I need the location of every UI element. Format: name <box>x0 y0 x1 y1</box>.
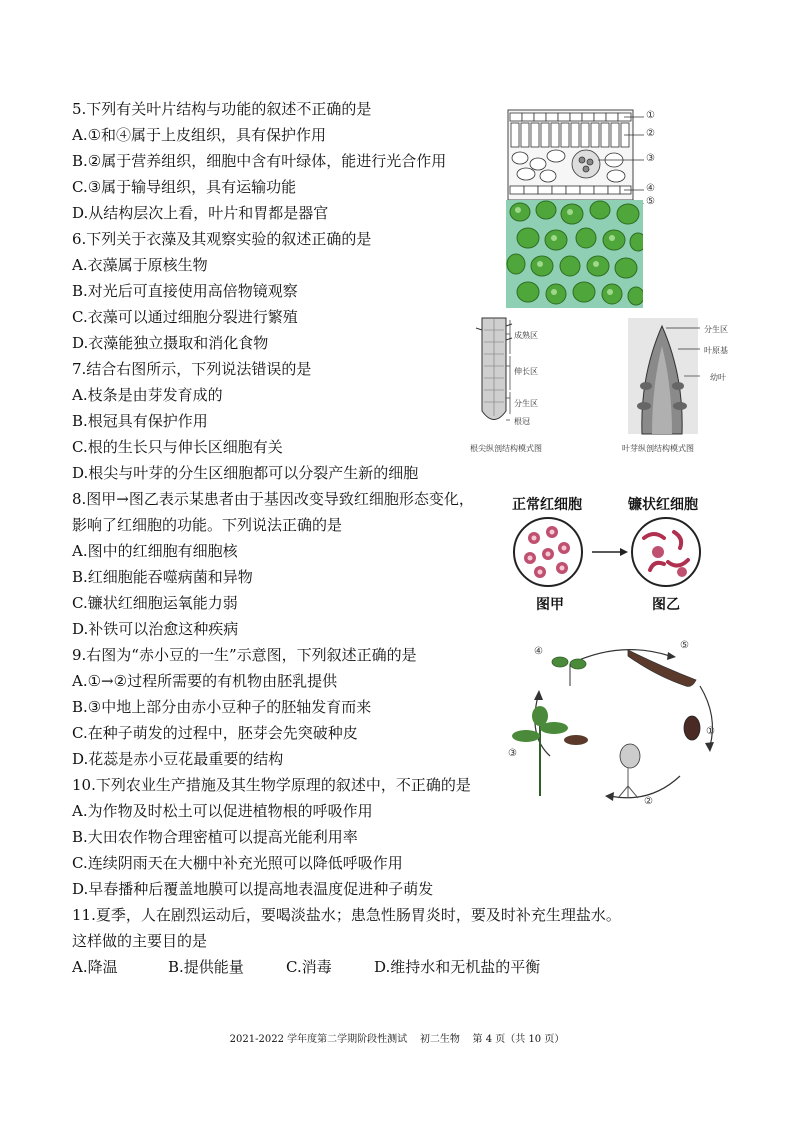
leaf-marker-3: ③ <box>646 153 655 164</box>
root-tip-figure <box>470 316 582 456</box>
bean-marker-5: ⑤ <box>680 640 689 651</box>
q8-option-c: C.镰状红细胞运氧能力弱 <box>72 594 238 612</box>
q10-option-a: A.为作物及时松土可以促进植物根的呼吸作用 <box>72 802 373 820</box>
q7-stem: 7.结合右图所示，下列说法错误的是 <box>72 360 312 378</box>
q11-option-d: D.维持水和无机盐的平衡 <box>374 958 541 976</box>
q11-stem-line1: 11.夏季，人在剧烈运动后，要喝淡盐水；患急性肠胃炎时，要及时补充生理盐水。 <box>72 906 621 924</box>
bean-cycle-drawing <box>500 636 730 812</box>
rbc-caption-a: 图甲 <box>536 597 564 613</box>
rbc-caption-b: 图乙 <box>652 597 680 613</box>
bean-cycle-figure <box>500 636 730 812</box>
root-label-cap: 根冠 <box>514 417 530 426</box>
leaf-marker-4: ④ <box>646 183 655 194</box>
leaf-section-figure <box>506 108 658 207</box>
chlamydomonas-image <box>506 200 643 308</box>
root-label-maturation: 成熟区 <box>514 331 538 340</box>
leaf-marker-2: ② <box>646 128 655 139</box>
q6-option-d: D.衣藻能独立摄取和消化食物 <box>72 334 269 352</box>
bud-label-meristem: 分生区 <box>704 325 728 334</box>
leaf-marker-1: ① <box>646 110 655 121</box>
q11-stem-line2: 这样做的主要目的是 <box>72 932 208 950</box>
leaf-section-drawing <box>506 108 658 204</box>
q8-option-d: D.补铁可以治愈这种疾病 <box>72 620 239 638</box>
leaf-bud-figure <box>622 316 757 456</box>
q9-stem: 9.右图为“赤小豆的一生”示意图，下列叙述正确的是 <box>72 646 417 664</box>
bud-caption: 叶芽纵剖结构模式图 <box>622 444 694 453</box>
rbc-sickle-title: 镰状红细胞 <box>628 497 698 513</box>
q9-option-b: B.③中地上部分由赤小豆种子的胚轴发育而来 <box>72 698 372 716</box>
q6-stem: 6.下列关于衣藻及其观察实验的叙述正确的是 <box>72 230 372 248</box>
q8-option-a: A.图中的红细胞有细胞核 <box>72 542 238 560</box>
q11-options <box>72 958 540 976</box>
q6-option-b: B.对光后可直接使用高倍物镜观察 <box>72 282 298 300</box>
bud-label-primordium: 叶原基 <box>704 346 728 355</box>
q9-option-a: A.①→②过程所需要的有机物由胚乳提供 <box>72 672 338 690</box>
q6-option-a: A.衣藻属于原核生物 <box>72 256 208 274</box>
root-caption: 根尖纵剖结构模式图 <box>470 444 542 453</box>
leaf-marker-5: ⑤ <box>646 196 655 207</box>
rbc-drawing <box>508 512 708 592</box>
q9-option-d: D.花蕊是赤小豆花最重要的结构 <box>72 750 284 768</box>
bean-marker-1: ① <box>706 726 715 737</box>
q11-option-c: C.消毒 <box>286 958 332 976</box>
q8-option-b: B.红细胞能吞噬病菌和异物 <box>72 568 253 586</box>
rbc-figure <box>508 492 708 612</box>
rbc-normal-title: 正常红细胞 <box>512 497 582 513</box>
q9-option-c: C.在种子萌发的过程中，胚芽会先突破种皮 <box>72 724 358 742</box>
q5-stem: 5.下列有关叶片结构与功能的叙述不正确的是 <box>72 100 372 118</box>
q7-option-d: D.根尖与叶芽的分生区细胞都可以分裂产生新的细胞 <box>72 464 419 482</box>
q10-stem: 10.下列农业生产措施及其生物学原理的叙述中，不正确的是 <box>72 776 471 794</box>
q10-option-d: D.早春播种后覆盖地膜可以提高地表温度促进种子萌发 <box>72 880 434 898</box>
q8-stem-line1: 8.图甲→图乙表示某患者由于基因改变导致红细胞形态变化， <box>72 490 474 508</box>
q7-option-a: A.枝条是由芽发育成的 <box>72 386 223 404</box>
q7-option-b: B.根冠具有保护作用 <box>72 412 208 430</box>
root-label-meristem: 分生区 <box>514 399 538 408</box>
bean-marker-2: ② <box>644 796 653 807</box>
q11-option-b: B.提供能量 <box>168 958 244 976</box>
bean-marker-4: ④ <box>534 646 543 657</box>
q8-stem-line2: 影响了红细胞的功能。下列说法正确的是 <box>72 516 343 534</box>
q5-option-b: B.②属于营养组织，细胞中含有叶绿体，能进行光合作用 <box>72 152 447 170</box>
q11-option-a: A.降温 <box>72 958 118 976</box>
chlamydomonas-figure <box>506 200 643 308</box>
leaf-bud-drawing <box>622 316 757 441</box>
page-footer: 2021-2022 学年度第二学期阶段性测试 初二生物 第 4 页（共 10 页） <box>229 1034 565 1045</box>
q10-option-c: C.连续阴雨天在大棚中补充光照可以降低呼吸作用 <box>72 854 403 872</box>
root-label-elongation: 伸长区 <box>514 367 538 376</box>
q5-option-c: C.③属于输导组织，具有运输功能 <box>72 178 297 196</box>
bud-label-young-leaf: 幼叶 <box>710 373 726 382</box>
bean-marker-3: ③ <box>508 748 517 759</box>
q6-option-c: C.衣藻可以通过细胞分裂进行繁殖 <box>72 308 298 326</box>
q5-option-d: D.从结构层次上看，叶片和胃都是器官 <box>72 204 329 222</box>
q5-option-a: A.①和④属于上皮组织，具有保护作用 <box>72 126 327 144</box>
q10-option-b: B.大田农作物合理密植可以提高光能利用率 <box>72 828 358 846</box>
q7-option-c: C.根的生长只与伸长区细胞有关 <box>72 438 283 456</box>
